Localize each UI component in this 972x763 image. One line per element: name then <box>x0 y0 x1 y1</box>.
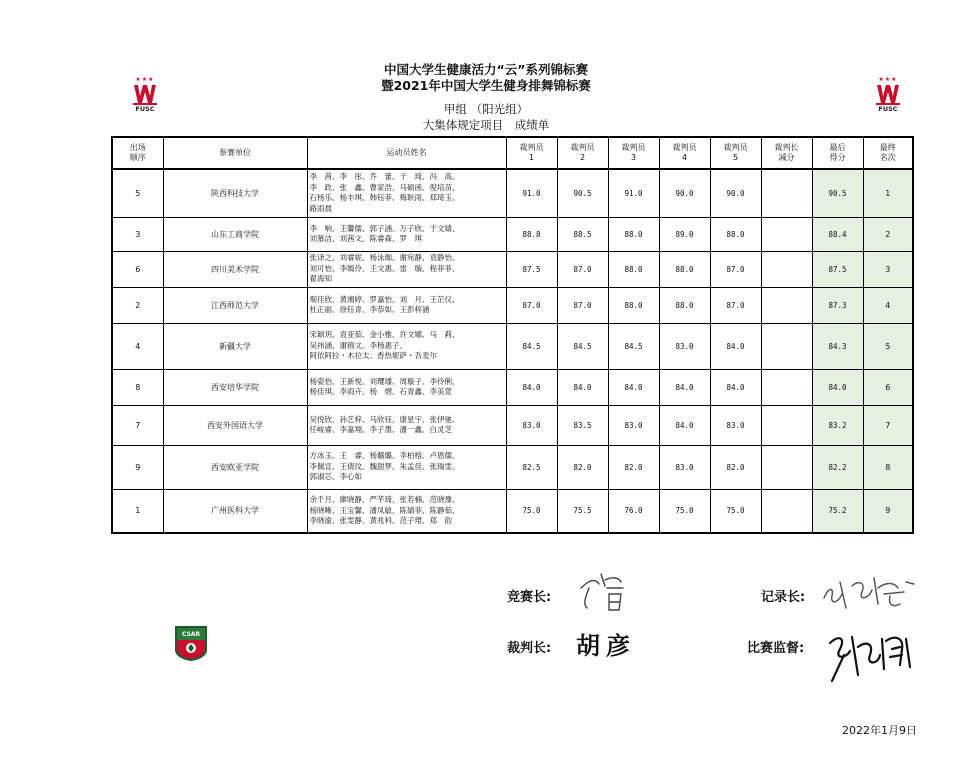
judge-5-score: 83.0 <box>710 405 761 445</box>
chief-judge-deduction <box>761 323 812 369</box>
athlete-names-line: 刘可怡、李嫣伶、王文惠、雷 璇、程菲菲、 <box>309 263 460 273</box>
column-header <box>307 137 506 169</box>
athlete-names-line: 吴祎涵、谢锦文、李杨惠子、 <box>309 340 407 350</box>
athlete-names-line: 杨姿怡、王新悦、刘璎璠、周璇子、李伶俐、 <box>309 376 460 386</box>
report-date: 2022年1月9日 <box>842 724 917 737</box>
column-header-line: 最后 <box>829 143 846 152</box>
final-rank: 8 <box>863 445 913 489</box>
table-row <box>112 169 913 217</box>
column-header-line: 裁判员 <box>672 143 697 152</box>
judge-3-score: 84.0 <box>608 369 659 405</box>
judge-5-score: 75.0 <box>710 489 761 533</box>
table-row <box>112 369 913 405</box>
judge-3-score: 88.0 <box>608 251 659 287</box>
judge-1-score: 87.0 <box>506 287 557 323</box>
final-rank: 2 <box>863 217 913 251</box>
athlete-names <box>307 445 506 489</box>
judge-2-score: 87.0 <box>557 287 608 323</box>
chief-judge-deduction <box>761 445 812 489</box>
athlete-names <box>307 169 506 217</box>
final-rank: 3 <box>863 251 913 287</box>
judge-1-score: 83.0 <box>506 405 557 445</box>
table-header-row <box>112 137 913 169</box>
column-header <box>761 137 812 169</box>
column-header <box>163 137 307 169</box>
judge-4-score: 90.0 <box>659 169 710 217</box>
judge-1-score: 91.0 <box>506 169 557 217</box>
entry-order: 2 <box>112 287 163 323</box>
final-rank: 1 <box>863 169 913 217</box>
competition-director-signature <box>575 566 645 616</box>
entry-order: 1 <box>112 489 163 533</box>
athlete-names-line: 路雨晨 <box>309 203 332 213</box>
judge-1-score: 87.5 <box>506 251 557 287</box>
chief-judge-deduction <box>761 405 812 445</box>
column-header-line: 3 <box>630 153 637 162</box>
team-unit: 陕西科技大学 <box>163 169 307 217</box>
column-header-line: 1 <box>528 153 535 162</box>
athlete-names-line: 阿依阿拉・木拉太、香热妮萨・吾麦尔 <box>309 351 437 361</box>
column-header-line: 裁判员 <box>519 143 544 152</box>
judge-2-score: 82.0 <box>557 445 608 489</box>
athlete-names-line: 刘慕洁、刘茜文、陈睿森、罗 琪 <box>309 234 422 243</box>
athlete-names-line: 李 茜、李 彤、乔 蕾、于 琦、冯 高、 <box>309 172 460 182</box>
final-score: 87.3 <box>812 287 863 323</box>
athlete-names-line: 李佩宣、王倩玟、魏甜梦、朱孟佳、张瑞雯、 <box>309 461 460 471</box>
star-icon: ★★★ <box>135 76 155 83</box>
judge-4-score: 84.0 <box>659 405 710 445</box>
judge-4-score: 89.0 <box>659 217 710 251</box>
column-header-line: 得分 <box>829 153 846 162</box>
page-title-line2: 暨2021年中国大学生健身排舞锦标赛 <box>381 78 591 93</box>
chief-judge-signature: 胡彦 <box>576 631 636 660</box>
column-header-line: 运动员姓名 <box>386 148 427 157</box>
entry-order: 7 <box>112 405 163 445</box>
final-rank: 7 <box>863 405 913 445</box>
chief-judge-deduction <box>761 169 812 217</box>
final-rank: 5 <box>863 323 913 369</box>
team-unit: 江西师范大学 <box>163 287 307 323</box>
final-score: 87.5 <box>812 251 863 287</box>
chief-judge-label: 裁判长: <box>507 641 552 656</box>
athlete-names-line: 余千月、廖晓静、严芊琦、张若楠、范晓豫、 <box>309 495 460 504</box>
column-header-line: 5 <box>732 153 739 162</box>
page-subtitle: 大集体规定项目 成绩单 <box>422 118 550 132</box>
judge-5-score: 88.0 <box>710 217 761 251</box>
entry-order: 5 <box>112 169 163 217</box>
column-header-line: 参赛单位 <box>219 148 251 157</box>
entry-order: 8 <box>112 369 163 405</box>
final-rank: 4 <box>863 287 913 323</box>
judge-2-score: 87.0 <box>557 251 608 287</box>
judge-3-score: 76.0 <box>608 489 659 533</box>
athlete-names-line: 张译之、刘睿妮、杨泳珈、谢宛静、袁静怡、 <box>309 253 460 263</box>
judge-2-score: 84.5 <box>557 323 608 369</box>
logo-text: FUSC <box>135 105 155 113</box>
judge-4-score: 88.0 <box>659 251 710 287</box>
column-header-line: 减分 <box>778 153 795 162</box>
csar-badge-icon <box>172 624 210 662</box>
judge-5-score: 82.0 <box>710 445 761 489</box>
final-score: 90.5 <box>812 169 863 217</box>
column-header <box>710 137 761 169</box>
table-row <box>112 323 913 369</box>
judge-1-score: 88.8 <box>506 217 557 251</box>
column-header-line: 出场 <box>129 143 146 152</box>
recorder-label: 记录长: <box>761 590 806 605</box>
athlete-names <box>307 489 506 533</box>
judge-1-score: 82.5 <box>506 445 557 489</box>
entry-order: 6 <box>112 251 163 287</box>
badge-text: CSAR <box>181 631 201 638</box>
table-row <box>112 287 913 323</box>
entry-order: 9 <box>112 445 163 489</box>
star-icon: ★★★ <box>878 76 898 83</box>
final-score: 83.2 <box>812 405 863 445</box>
competition-director-label: 竞赛长: <box>507 590 552 605</box>
judge-2-score: 90.5 <box>557 169 608 217</box>
judge-4-score: 83.0 <box>659 445 710 489</box>
column-header <box>557 137 608 169</box>
final-rank: 9 <box>863 489 913 533</box>
column-header-line: 4 <box>681 153 688 162</box>
column-header-line: 裁判长 <box>774 143 799 152</box>
judge-5-score: 87.0 <box>710 251 761 287</box>
chief-judge-deduction <box>761 217 812 251</box>
column-header-line: 顺序 <box>129 153 146 162</box>
judge-2-score: 84.0 <box>557 369 608 405</box>
athlete-names-line: 杨晓晰、王宝馨、潘凤敏、陈婧菲、陈静茹、 <box>309 505 460 515</box>
athlete-names-line: 宋颖玥、袁亚茹、金小雅、许文娜、马 莉、 <box>309 330 460 340</box>
judge-4-score: 84.0 <box>659 369 710 405</box>
entry-order: 3 <box>112 217 163 251</box>
chief-judge-deduction <box>761 251 812 287</box>
judge-2-score: 75.5 <box>557 489 608 533</box>
athlete-names-line: 石杨乐、杨丰琪、韩钰菲、梅耿雨、郑琦玉、 <box>309 193 460 203</box>
team-unit: 山东工商学院 <box>163 217 307 251</box>
logo-text: FUSC <box>878 105 898 113</box>
table-row <box>112 217 913 251</box>
recorder-signature <box>818 568 918 618</box>
judge-2-score: 83.5 <box>557 405 608 445</box>
judge-4-score: 88.0 <box>659 287 710 323</box>
judge-3-score: 88.0 <box>608 217 659 251</box>
athlete-names <box>307 251 506 287</box>
judge-4-score: 75.0 <box>659 489 710 533</box>
table-row <box>112 405 913 445</box>
team-unit: 广州医科大学 <box>163 489 307 533</box>
column-header-line: 裁判员 <box>570 143 595 152</box>
athlete-names-line: 李 政、张 鑫、曹家浩、马硕函、倪培苗、 <box>309 182 460 192</box>
column-header-line: 最终 <box>879 143 896 152</box>
results-table <box>111 136 914 534</box>
table-row <box>112 489 913 533</box>
page-title-line1: 中国大学生健康活力“云”系列锦标赛 <box>384 62 588 77</box>
supervisor-label: 比赛监督: <box>747 641 805 656</box>
chief-judge-deduction <box>761 489 812 533</box>
athlete-names <box>307 405 506 445</box>
column-header-line: 裁判员 <box>621 143 646 152</box>
judge-2-score: 88.5 <box>557 217 608 251</box>
athlete-names-line: 琚佳欣、黄湘婷、罗嘉怡、刘 月、王芷仪、 <box>309 294 460 304</box>
athlete-names-line: 杜正丽、徐钰青、李恭如、王彭梓涵 <box>309 305 430 314</box>
final-score: 84.3 <box>812 323 863 369</box>
final-score: 84.0 <box>812 369 863 405</box>
athlete-names-line: 李 响、王馨儒、郭子涵、万子欣、于文婧、 <box>309 223 460 233</box>
column-header <box>608 137 659 169</box>
judge-4-score: 83.0 <box>659 323 710 369</box>
judge-3-score: 88.0 <box>608 287 659 323</box>
group-label: 甲组 （阳光组） <box>443 102 529 116</box>
team-unit: 新疆大学 <box>163 323 307 369</box>
judge-3-score: 83.0 <box>608 405 659 445</box>
column-header-line: 名次 <box>879 153 896 162</box>
athlete-names-line: 杨佳琪、李雨卉、杨 熠、石青鑫、李美萱 <box>309 387 452 396</box>
column-header <box>659 137 710 169</box>
judge-5-score: 90.0 <box>710 169 761 217</box>
judge-5-score: 84.0 <box>710 369 761 405</box>
judge-1-score: 84.5 <box>506 323 557 369</box>
athlete-names-line: 郭淑芯、李心如 <box>309 472 362 482</box>
team-unit: 西安培华学院 <box>163 369 307 405</box>
chief-judge-deduction <box>761 287 812 323</box>
column-header-line: 裁判员 <box>723 143 748 152</box>
table-row <box>112 251 913 287</box>
team-unit: 西安欧亚学院 <box>163 445 307 489</box>
judge-5-score: 87.0 <box>710 287 761 323</box>
judge-3-score: 82.0 <box>608 445 659 489</box>
column-header <box>506 137 557 169</box>
judge-1-score: 84.0 <box>506 369 557 405</box>
judge-3-score: 84.5 <box>608 323 659 369</box>
athlete-names <box>307 217 506 251</box>
table-row <box>112 445 913 489</box>
judge-1-score: 75.0 <box>506 489 557 533</box>
column-header <box>112 137 163 169</box>
judge-3-score: 91.0 <box>608 169 659 217</box>
team-unit: 四川美术学院 <box>163 251 307 287</box>
athlete-names <box>307 323 506 369</box>
final-score: 75.2 <box>812 489 863 533</box>
column-header <box>812 137 863 169</box>
athlete-names <box>307 287 506 323</box>
final-score: 82.2 <box>812 445 863 489</box>
column-header <box>863 137 913 169</box>
athlete-names-line: 李晓渝、张雯静、黄兆科、范子珺、郑 韵 <box>309 516 452 525</box>
athlete-names-line: 吴悦欣、孙艺梓、马欣钰、康星宇、张伊驰、 <box>309 414 460 424</box>
supervisor-signature <box>822 625 918 685</box>
chief-judge-deduction <box>761 369 812 405</box>
athlete-names <box>307 369 506 405</box>
final-score: 88.4 <box>812 217 863 251</box>
team-unit: 西安外国语大学 <box>163 405 307 445</box>
final-rank: 6 <box>863 369 913 405</box>
entry-order: 4 <box>112 323 163 369</box>
athlete-names-line: 方冰玉、王 睿、杨璐璐、李柏榕、卢恩儒、 <box>309 451 460 461</box>
column-header-line: 2 <box>579 153 586 162</box>
judge-5-score: 84.0 <box>710 323 761 369</box>
athlete-names-line: 翟海知 <box>309 274 332 284</box>
athlete-names-line: 任峻睿、李嘉翔、李子墨、潘一鑫、白灵芝 <box>309 425 452 434</box>
